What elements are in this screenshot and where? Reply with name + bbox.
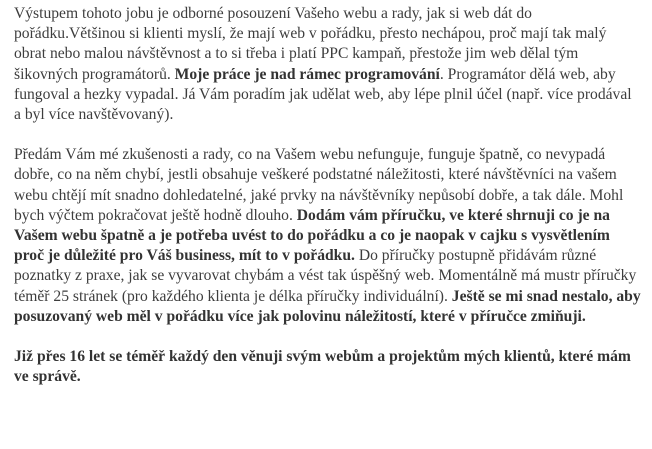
bold-highlight: Již přes 16 let se téměř každý den věnuji svým webům a projektům mých klientů, které mám ve správě. (14, 348, 631, 386)
paragraph-details (14, 145, 642, 327)
bold-highlight: Dodám vám příručku, ve které shrnuji co je na Vašem webu špatně a je potřeba uvést to do pořádku a co je naopak v cajku s vysvětlením proč je důležité pro Váš business, mít to v pořádku. (14, 206, 610, 265)
bold-highlight: Ještě se mi snad nestalo, aby posuzovaný web měl v pořádku více jak polovinu náležitostí, které v příručce zmiňuji. (14, 287, 641, 325)
bold-highlight: Moje práce je nad rámec programování (174, 65, 440, 83)
text-segment: . Programátor dělá web, aby fungoval a hezky vypadal. Já Vám poradím jak udělat web, aby lépe plnil účel (např. více prodával a byl více navštěvovaný). (14, 65, 632, 124)
text-segment: Předám Vám mé zkušenosti a rady, co na Vašem webu nefunguje, funguje špatně, co nevypadá dobře, co na něm chybí, jestli obsahuje veškeré podstatné náležitosti, které návštěvníci na vašem webu chtějí mít snadno dohledatelné, jaké prvky na návštěvníky nepůsobí dobře, a tak dále. Mohl bych výčtem pokračovat ještě hodně dlouho. (14, 146, 624, 224)
text-segment: Výstupem tohoto jobu je odborné posouzení Vašeho webu a rady, jak si web dát do pořádku.Většinou si klienti myslí, že mají web v pořádku, přesto nechápou, proč mají tak malý obrat nebo malou návštěvnost a to si třeba i platí PPC kampaň, přestože jim web dělal tým šikovných programátorů. (14, 5, 607, 83)
paragraph-experience (14, 347, 642, 387)
text-segment: Do příručky postupně přidávám různé poznatky z praxe, jak se vyvarovat chybám a vést tak úspěšný web. Momentálně má mustr příručky téměř 25 stránek (pro každého klienta je délka příručky individuální). (14, 247, 637, 305)
paragraph-intro (14, 4, 642, 125)
